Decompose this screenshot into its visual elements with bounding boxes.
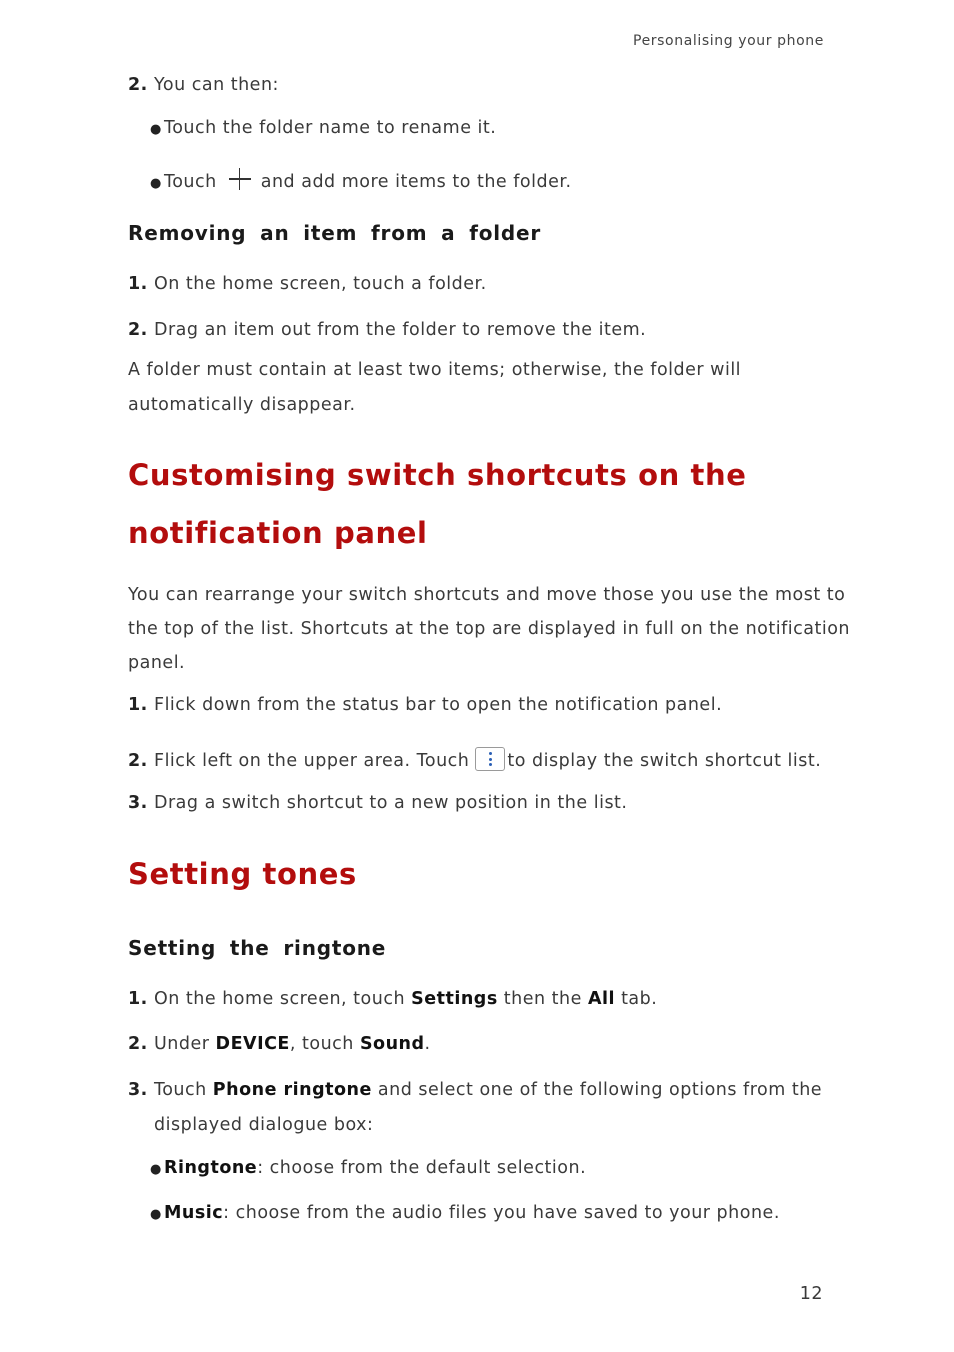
option-name: Ringtone bbox=[164, 1158, 258, 1178]
device-label: DEVICE bbox=[215, 1034, 290, 1054]
option-music bbox=[150, 1203, 780, 1223]
step-text: Drag an item out from the folder to remove the item. bbox=[154, 320, 647, 340]
step-text: Under bbox=[154, 1034, 216, 1054]
page-number: 12 bbox=[799, 1284, 823, 1304]
bullet-dot: ● bbox=[150, 1207, 162, 1222]
removing-note-line-1: A folder must contain at least two items; otherwise, the folder will bbox=[128, 360, 742, 380]
step-text: You can then: bbox=[154, 75, 279, 95]
step-number: 1. bbox=[128, 695, 148, 715]
bullet-rename-folder bbox=[150, 118, 496, 138]
step-number: 2. bbox=[128, 751, 148, 771]
running-header: Personalising your phone bbox=[633, 33, 824, 49]
step-text: then the bbox=[497, 989, 588, 1009]
step-text: Flick down from the status bar to open the notification panel. bbox=[154, 695, 723, 715]
step-number: 1. bbox=[128, 274, 148, 294]
step-text: . bbox=[424, 1034, 431, 1054]
bullet-text-before: Touch bbox=[164, 172, 217, 192]
step-text: , touch bbox=[289, 1034, 360, 1054]
step-number: 1. bbox=[128, 989, 148, 1009]
option-name: Music bbox=[164, 1203, 224, 1223]
customising-heading-line-2: notification panel bbox=[128, 516, 428, 550]
customising-step-1 bbox=[128, 695, 722, 715]
phone-ringtone-label: Phone ringtone bbox=[212, 1080, 372, 1100]
ringtone-subheading: Setting the ringtone bbox=[128, 936, 387, 960]
customising-intro-line-1: You can rearrange your switch shortcuts and move those you use the most to bbox=[128, 585, 846, 605]
step-text: and select one of the following options from the bbox=[371, 1080, 823, 1100]
bullet-dot: ● bbox=[150, 176, 162, 191]
option-desc: : choose from the audio files you have saved to your phone. bbox=[223, 1203, 780, 1223]
customising-intro-line-3: panel. bbox=[128, 653, 186, 673]
step-text-after: to display the switch shortcut list. bbox=[507, 751, 822, 771]
customising-step-2 bbox=[128, 747, 821, 771]
tones-step-3-line-2: displayed dialogue box: bbox=[154, 1115, 374, 1135]
step-text: Touch bbox=[154, 1080, 213, 1100]
customising-heading-line-1: Customising switch shortcuts on the bbox=[128, 458, 747, 492]
bullet-add-items bbox=[150, 168, 572, 192]
settings-label: Settings bbox=[411, 989, 498, 1009]
step-text: tab. bbox=[615, 989, 658, 1009]
tones-step-3 bbox=[128, 1080, 822, 1100]
step-you-can-then bbox=[128, 75, 279, 95]
customising-step-3 bbox=[128, 793, 628, 813]
bullet-dot: ● bbox=[150, 1162, 162, 1177]
step-number: 2. bbox=[128, 320, 148, 340]
step-text: On the home screen, touch bbox=[154, 989, 412, 1009]
option-ringtone bbox=[150, 1158, 586, 1178]
step-number: 3. bbox=[128, 1080, 148, 1100]
bullet-text-after: and add more items to the folder. bbox=[260, 172, 572, 192]
customising-intro-line-2: the top of the list. Shortcuts at the top are displayed in full on the notification bbox=[128, 619, 851, 639]
tones-step-2 bbox=[128, 1034, 431, 1054]
more-menu-icon bbox=[475, 747, 505, 771]
tones-step-1 bbox=[128, 989, 657, 1009]
removing-note-line-2: automatically disappear. bbox=[128, 395, 356, 415]
step-number: 2. bbox=[128, 75, 148, 95]
bullet-dot: ● bbox=[150, 122, 162, 137]
removing-heading: Removing an item from a folder bbox=[128, 221, 542, 245]
removing-step-2 bbox=[128, 320, 646, 340]
sound-label: Sound bbox=[359, 1034, 425, 1054]
step-text: On the home screen, touch a folder. bbox=[154, 274, 487, 294]
bullet-text: Touch the folder name to rename it. bbox=[164, 118, 497, 138]
step-number: 2. bbox=[128, 1034, 148, 1054]
option-desc: : choose from the default selection. bbox=[257, 1158, 587, 1178]
step-number: 3. bbox=[128, 793, 148, 813]
step-text: Drag a switch shortcut to a new position in the list. bbox=[154, 793, 628, 813]
plus-icon bbox=[229, 168, 251, 190]
step-text-before: Flick left on the upper area. Touch bbox=[154, 751, 470, 771]
setting-tones-heading: Setting tones bbox=[128, 857, 357, 891]
removing-step-1 bbox=[128, 274, 487, 294]
all-tab-label: All bbox=[587, 989, 615, 1009]
